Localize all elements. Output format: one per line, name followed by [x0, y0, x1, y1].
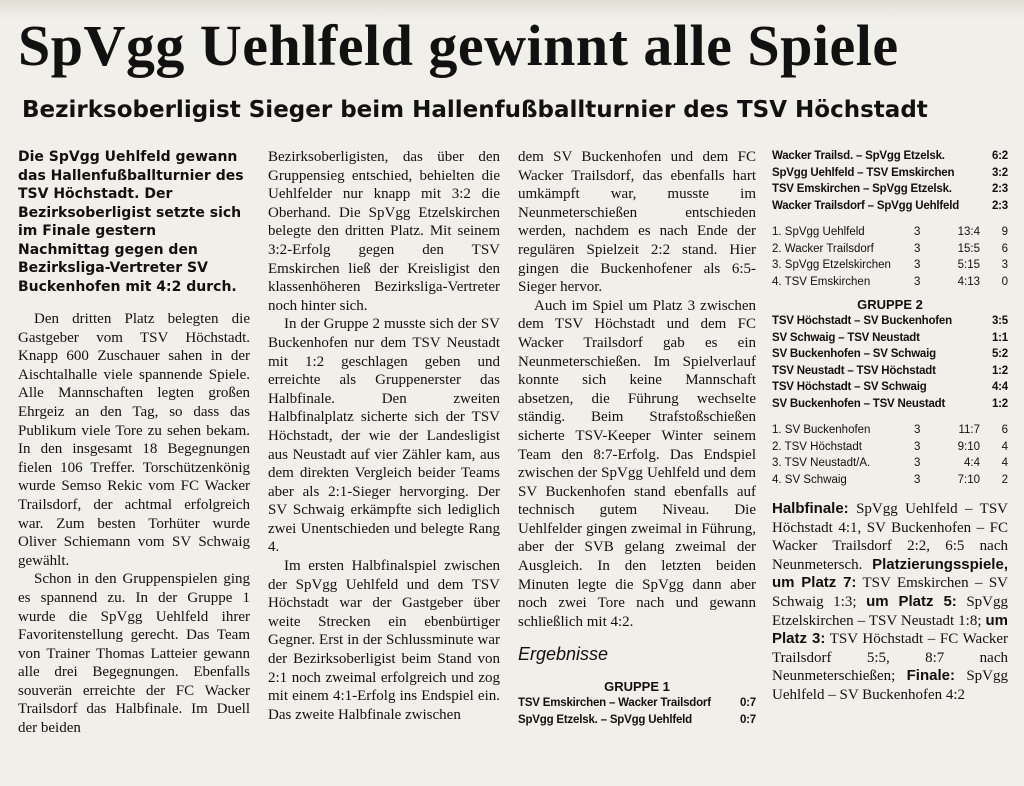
standings-points: 3: [1001, 259, 1008, 271]
standings-team: 4. TSV Emskirchen: [772, 275, 871, 288]
match-score: 2:3: [991, 199, 1008, 212]
standings-row: [772, 422, 1008, 439]
standings-games: 3: [914, 259, 921, 271]
match-fixture: TSV Neustadt – TSV Höchstadt: [772, 364, 936, 377]
body-paragraph: dem SV Buckenhofen und dem FC Wacker Trailsdorf, das ebenfalls hart umkämpft war, musste im Neunmeterschießen entschieden werden, nachdem es nach Ende der regulären Spielzeit 2:2 stand. Hier gingen die Buckenhofener als 6:5-Sieger hervor.: [518, 149, 756, 296]
platz5-text: SpVgg Etzelskirchen – TSV Neustadt 1:8;: [772, 593, 1009, 629]
standings-row: [772, 241, 1008, 258]
finale-text: SpVgg Uehlfeld – SV Buckenhofen 4:2: [772, 668, 1008, 703]
standings-goals: 4:4: [964, 457, 980, 469]
match-fixture: Wacker Trailsdorf – SpVgg Uehlfeld: [772, 199, 960, 212]
platz3-text: TSV Höchstadt – FC Wacker Trailsdorf 5:5, 8:7 nach Neunmeterschießen;: [772, 631, 1009, 685]
standings-goals: 15:5: [957, 242, 980, 255]
standings-goals: 13:4: [957, 226, 980, 238]
match-score: 4:4: [991, 381, 1008, 393]
finals-summary: [772, 500, 1008, 705]
finale-label: Finale:: [906, 667, 955, 685]
standings-goals: 9:10: [957, 440, 980, 453]
column-1: [18, 148, 250, 738]
match-score: 2:3: [991, 183, 1008, 195]
match-fixture: SpVgg Etzelsk. – SpVgg Uehlfeld: [518, 713, 692, 726]
column-2: [268, 148, 500, 724]
column-3: [518, 148, 756, 728]
standings-team: 2. TSV Höchstadt: [772, 440, 862, 453]
standings-points: 9: [1001, 226, 1008, 238]
standings-games: 3: [914, 473, 921, 486]
platz7-label: Platzierungsspiele, um Platz 7:: [772, 555, 1008, 592]
standings-goals: 11:7: [958, 424, 980, 436]
body-paragraph: Den dritten Platz belegten die Gastgeber vom TSV Höchstadt. Knapp 600 Zuschauer sahen in der Aischtalhalle viele spannende Spiele. Alle Mannschaften legten großen Ehrgeiz an den Tag, so dass das Publikum viele Tore zu sehen bekam. In den insgesamt 18 Begegnungen fielen 106 Treffer. Torschützenkönig wurde Semso Rekic vom FC Wacker Trailsdorf, der achtmal erfolgreich war. Zum besten Torhüter wurde Oliver Schiemann vom SV Schwaig gewählt.: [18, 311, 250, 569]
standings-points: 6: [1001, 424, 1008, 436]
match-fixture: Wacker Trailsd. – SpVgg Etzelsk.: [772, 150, 945, 162]
body-paragraph: In der Gruppe 2 musste sich der SV Buckenhofen nur dem TSV Neustadt mit 1:2 geschlagen geben und erreichte als Gruppenerster das Halbfinale. Den zweiten Halbfinalplatz sicherte sich der TSV Höchstadt, der wie der Landesligist aus Neustadt auf vier Zähler kam, aus dem direkten Vergleich beider Teams aber als 2:1-Sieger hervorging. Der SV Schwaig erkämpfte sich lediglich zwei Unentschieden und belegte Rang 4.: [268, 316, 500, 556]
body-paragraph: Im ersten Halbfinalspiel zwischen der SpVgg Uehlfeld und dem TSV Höchstadt war der Gastgeber über weite Strecken ein ebenbürtiger Gegner. Erst in der Schlussminute war der Bezirksoberligist beim Stand von 2:1 noch zweimal erfolgreich und zog mit einem 4:1-Erfolg ins Endspiel ein. Das zweite Halbfinale zwischen: [268, 558, 500, 723]
standings-team: 1. SV Buckenhofen: [772, 424, 871, 436]
match-row: [518, 695, 756, 712]
match-row: [518, 712, 756, 729]
group-1-title: GRUPPE 1: [604, 679, 670, 695]
standings-row: [772, 257, 1008, 274]
halbfinale-label: Halbfinale:: [772, 500, 849, 517]
standings-row: [772, 455, 1008, 472]
match-row: [772, 379, 1008, 396]
standings-row: [772, 439, 1008, 456]
match-row: [772, 181, 1008, 198]
match-fixture: TSV Höchstadt – SV Schwaig: [772, 381, 927, 393]
standings-team: 3. SpVgg Etzelskirchen: [772, 259, 891, 271]
platz5-label: um Platz 5:: [866, 592, 957, 610]
standings-team: 1. SpVgg Uehlfeld: [772, 226, 865, 238]
match-fixture: SpVgg Uehlfeld – TSV Emskirchen: [772, 166, 955, 179]
standings-row: [772, 472, 1008, 489]
body-paragraph: Schon in den Gruppenspielen ging es spannend zu. In der Gruppe 1 wurde die SpVgg Uehlfeld ihrer Favoritenstellung gerecht. Das Team von Trainer Thomas Latteier gewann alle drei Begegnungen. Ebenfalls souverän erreichte der FC Wacker Trailsdorf das Halbfinale. Im Duell der beiden: [18, 571, 250, 737]
platz3-label: um Platz 3:: [772, 611, 1008, 648]
match-row: [772, 198, 1008, 215]
lead-paragraph: Die SpVgg Uehlfeld gewann das Hallenfußballturnier des TSV Höchstadt. Der Bezirksoberligist setzte sich im Finale gestern Nachmittag gegen den Bezirksliga-Vertreter SV Buckenhofen mit 4:2 durch.: [18, 149, 244, 295]
match-row: [772, 313, 1008, 330]
match-row: [772, 363, 1008, 380]
standings-team: 4. SV Schwaig: [772, 473, 847, 486]
halbfinale-text: SpVgg Uehlfeld – TSV Höchstadt 4:1, SV Buckenhofen – FC Wacker Trailsdorf 2:2, 6:5 nach Neunmetersch.: [772, 501, 1008, 573]
subheadline: Bezirksoberligist Sieger beim Hallenfußballturnier des TSV Höchstadt: [22, 97, 928, 123]
standings-games: 3: [914, 242, 921, 255]
standings-points: 2: [1001, 473, 1008, 486]
standings-points: 6: [1001, 242, 1008, 255]
match-score: 3:5: [991, 315, 1008, 327]
match-fixture: SV Schwaig – TSV Neustadt: [772, 331, 920, 344]
column-4: [772, 148, 1008, 705]
match-score: 5:2: [991, 348, 1008, 360]
match-row: [772, 148, 1008, 165]
platz7-text: TSV Emskirchen – SV Schwaig 1:3;: [772, 575, 1008, 610]
match-row: [772, 396, 1008, 413]
match-score: 1:2: [991, 397, 1008, 410]
body-paragraph: Bezirksoberligisten, das über den Gruppensieg entschied, behielten die Uehlfelder nur knapp mit 3:2 die Oberhand. Die SpVgg Etzelskirchen belegte den dritten Platz. Mit seinem 3:2-Erfolg gegen den TSV Emskirchen ließ der Kreisligist den klassenhöheren Bezirksliga-Vertreter noch hinter sich.: [268, 149, 500, 314]
match-fixture: SV Buckenhofen – TSV Neustadt: [772, 397, 946, 410]
standings-points: 0: [1001, 275, 1008, 288]
match-row: [772, 165, 1008, 182]
headline: SpVgg Uehlfeld gewinnt alle Spiele: [18, 13, 899, 78]
match-score: 0:7: [739, 713, 756, 726]
match-fixture: TSV Emskirchen – Wacker Trailsdorf: [518, 697, 711, 710]
standings-games: 3: [914, 440, 921, 453]
group-2-title: GRUPPE 2: [857, 297, 923, 312]
match-row: [772, 330, 1008, 347]
standings-row: [772, 224, 1008, 241]
body-paragraph: Auch im Spiel um Platz 3 zwischen dem TSV Höchstadt und dem FC Wacker Trailsdorf gab es ein Neunmeterschießen. Im Spielverlauf konnte sich keine Mannschaft absetzen, die Führung wechselte ständig. Beim Strafstoßschießen sicherte TSV-Keeper Winter seinem Team den 8:7-Erfolg. Das Endspiel zwischen der SpVgg Uehlfeld und dem SV Buckenhofen stand ebenfalls auf technisch gutem Niveau. Die Uehlfelder gingen zweimal in Führung, aber der SVB gelang zweimal der Ausgleich. In den letzten beiden Minuten legte die SpVgg dann aber noch zwei Tore nach und gewann schließlich mit 4:2.: [518, 297, 756, 630]
match-fixture: TSV Emskirchen – SpVgg Etzelsk.: [772, 183, 952, 195]
standings-games: 3: [914, 424, 921, 436]
match-row: [772, 346, 1008, 363]
standings-points: 4: [1001, 457, 1008, 469]
match-score: 1:2: [991, 364, 1008, 377]
match-score: 3:2: [991, 166, 1008, 179]
match-fixture: SV Buckenhofen – SV Schwaig: [772, 348, 936, 360]
standings-team: 3. TSV Neustadt/A.: [772, 457, 871, 469]
match-score: 0:7: [739, 697, 756, 710]
standings-games: 3: [914, 457, 921, 469]
results-heading: Ergebnisse: [518, 644, 609, 665]
standings-row: [772, 274, 1008, 291]
match-score: 6:2: [991, 150, 1008, 162]
match-fixture: TSV Höchstadt – SV Buckenhofen: [772, 315, 952, 327]
standings-goals: 7:10: [957, 473, 980, 486]
standings-games: 3: [914, 226, 921, 238]
standings-games: 3: [914, 275, 921, 288]
match-score: 1:1: [991, 331, 1008, 344]
standings-team: 2. Wacker Trailsdorf: [772, 242, 874, 255]
standings-goals: 4:13: [957, 275, 980, 288]
standings-goals: 5:15: [957, 259, 980, 271]
standings-points: 4: [1001, 440, 1008, 453]
